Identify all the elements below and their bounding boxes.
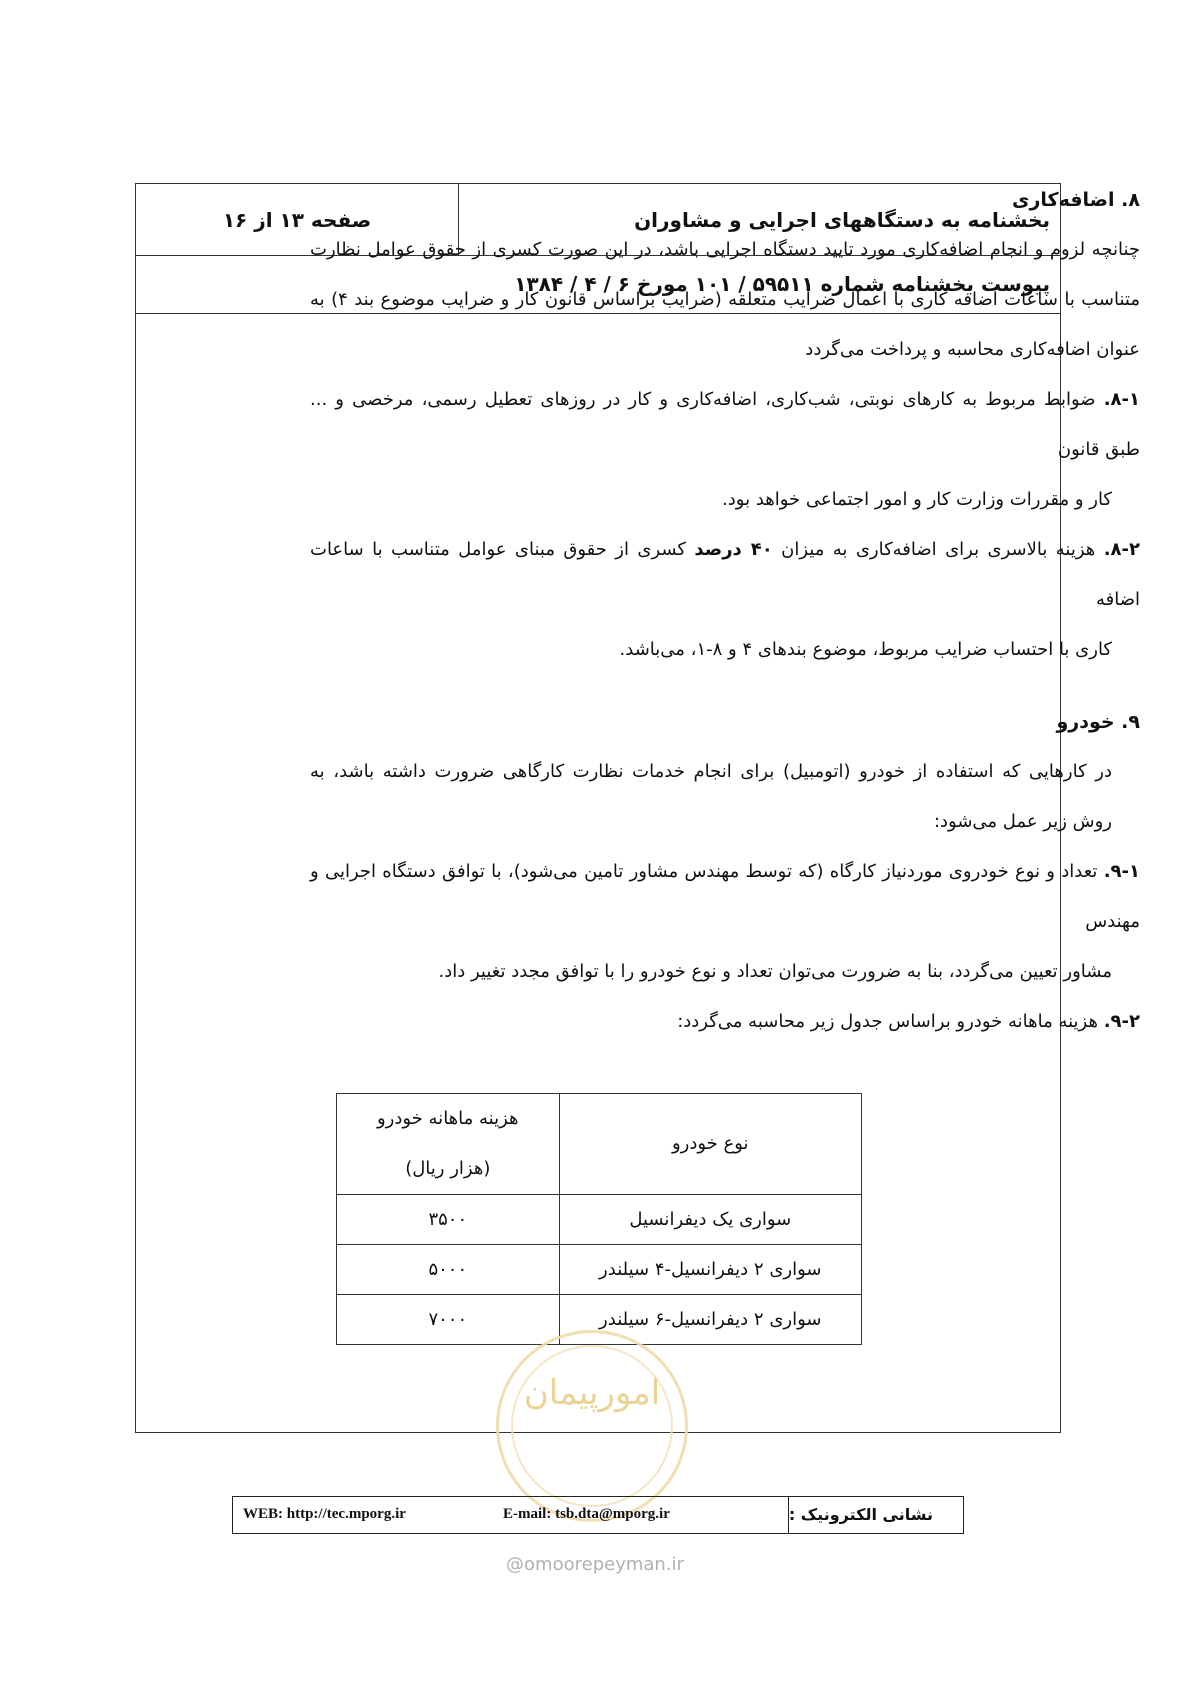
item-text: هزینه بالاسری برای اضافه‌کاری به میزان xyxy=(772,539,1104,560)
item-number: ۹-۲. xyxy=(1103,1011,1140,1032)
vehicle-cost: ۳۵۰۰ xyxy=(337,1195,560,1245)
header-line: هزینه ماهانه خودرو xyxy=(376,1108,519,1129)
section-8-2 xyxy=(310,525,1140,625)
vehicle-cost-table xyxy=(336,1093,862,1345)
section-8-paragraph: چنانچه لزوم و انجام اضافه‌کاری مورد تایید دستگاه اجرایی باشد، در این صورت کسری از حقوق عوامل نظارت متناسب با ساعات اضافه کاری با اعمال ضرایب متعلقه (ضرایب براساس قانون کار و ضرایب موضوع بند ۴) به عنوان اضافه‌کاری محاسبه و پرداخت می‌گردد xyxy=(310,239,1141,360)
vehicle-cost: ۵۰۰۰ xyxy=(337,1245,560,1295)
header-line: (هزار ریال) xyxy=(405,1158,491,1179)
footer-divider xyxy=(788,1497,789,1533)
vehicle-type: سواری ۲ دیفرانسیل-۴ سیلندر xyxy=(559,1245,861,1295)
section-8-2-continued: کاری با احتساب ضرایب مربوط، موضوع بندهای ۴ و ۸-۱، می‌باشد. xyxy=(619,639,1112,660)
footer-web[interactable]: WEB: http://tec.mporg.ir xyxy=(243,1506,406,1522)
footer-contact xyxy=(232,1496,964,1534)
item-number: ۸-۱. xyxy=(1103,389,1140,410)
section-8-heading: ۸. اضافه‌کاری xyxy=(1012,189,1140,211)
section-8-1 xyxy=(310,375,1140,475)
document-title: بخشنامه به دستگاههای اجرایی و مشاوران xyxy=(634,208,1050,232)
page-number: صفحه ۱۳ از ۱۶ xyxy=(222,208,372,232)
item-number: ۸-۲. xyxy=(1103,539,1140,560)
item-number: ۹-۱. xyxy=(1103,861,1140,882)
footer-email[interactable]: E-mail: tsb.dta@mporg.ir xyxy=(503,1506,670,1522)
section-9-heading: ۹. خودرو xyxy=(1056,711,1140,733)
site-watermark: @omoorepeyman.ir xyxy=(506,1554,684,1575)
footer-label: نشانی الکترونیک : xyxy=(788,1505,933,1524)
section-9-1-continued: مشاور تعیین می‌گردد، بنا به ضرورت می‌توان تعداد و نوع خودرو را با توافق مجدد تغییر داد. xyxy=(438,961,1112,982)
seal-inner-ring xyxy=(511,1345,673,1507)
document-body xyxy=(310,175,1140,1047)
vehicle-type: سواری ۲ دیفرانسیل-۶ سیلندر xyxy=(559,1295,861,1345)
table-row xyxy=(337,1245,862,1295)
table-row xyxy=(337,1195,862,1245)
spacer xyxy=(310,675,1140,697)
item-text: ضوابط مربوط به کارهای نوبتی، شب‌کاری، اضافه‌کاری و کار در روزهای تعطیل رسمی، مرخصی و ... طبق قانون xyxy=(310,389,1140,460)
section-8-1-continued: کار و مقررات وزارت کار و امور اجتماعی خواهد بود. xyxy=(722,489,1112,510)
vehicle-type: سواری یک دیفرانسیل xyxy=(559,1195,861,1245)
vehicle-cost: ۷۰۰۰ xyxy=(337,1295,560,1345)
table-header-row xyxy=(337,1094,862,1195)
watermark-seal xyxy=(496,1330,688,1522)
item-text: هزینه ماهانه خودرو براساس جدول زیر محاسبه می‌گردد: xyxy=(677,1011,1104,1032)
annex-reference: پیوست بخشنامه شماره ۵۹۵۱۱ / ۱۰۱ مورخ ۶ / ۴ / ۱۳۸۴ xyxy=(514,272,1050,296)
table-header-cost xyxy=(337,1094,560,1195)
table-header-type: نوع خودرو xyxy=(559,1094,861,1195)
section-9-2 xyxy=(310,997,1140,1047)
item-text: کسری از حقوق مبنای عوامل متناسب با ساعات اضافه xyxy=(310,539,1140,610)
item-text: تعداد و نوع خودروی موردنیاز کارگاه (که توسط مهندس مشاور تامین می‌شود)، با توافق دستگاه اجرایی و مهندس xyxy=(310,861,1140,932)
bold-percent: ۴۰ درصد xyxy=(694,539,773,560)
seal-text: امورپیمان xyxy=(523,1373,661,1413)
section-9-1 xyxy=(310,847,1140,947)
section-9-paragraph: در کارهایی که استفاده از خودرو (اتومبیل) برای انجام خدمات نظارت کارگاهی ضرورت داشته باشد، به روش زیر عمل می‌شود: xyxy=(310,761,1112,832)
